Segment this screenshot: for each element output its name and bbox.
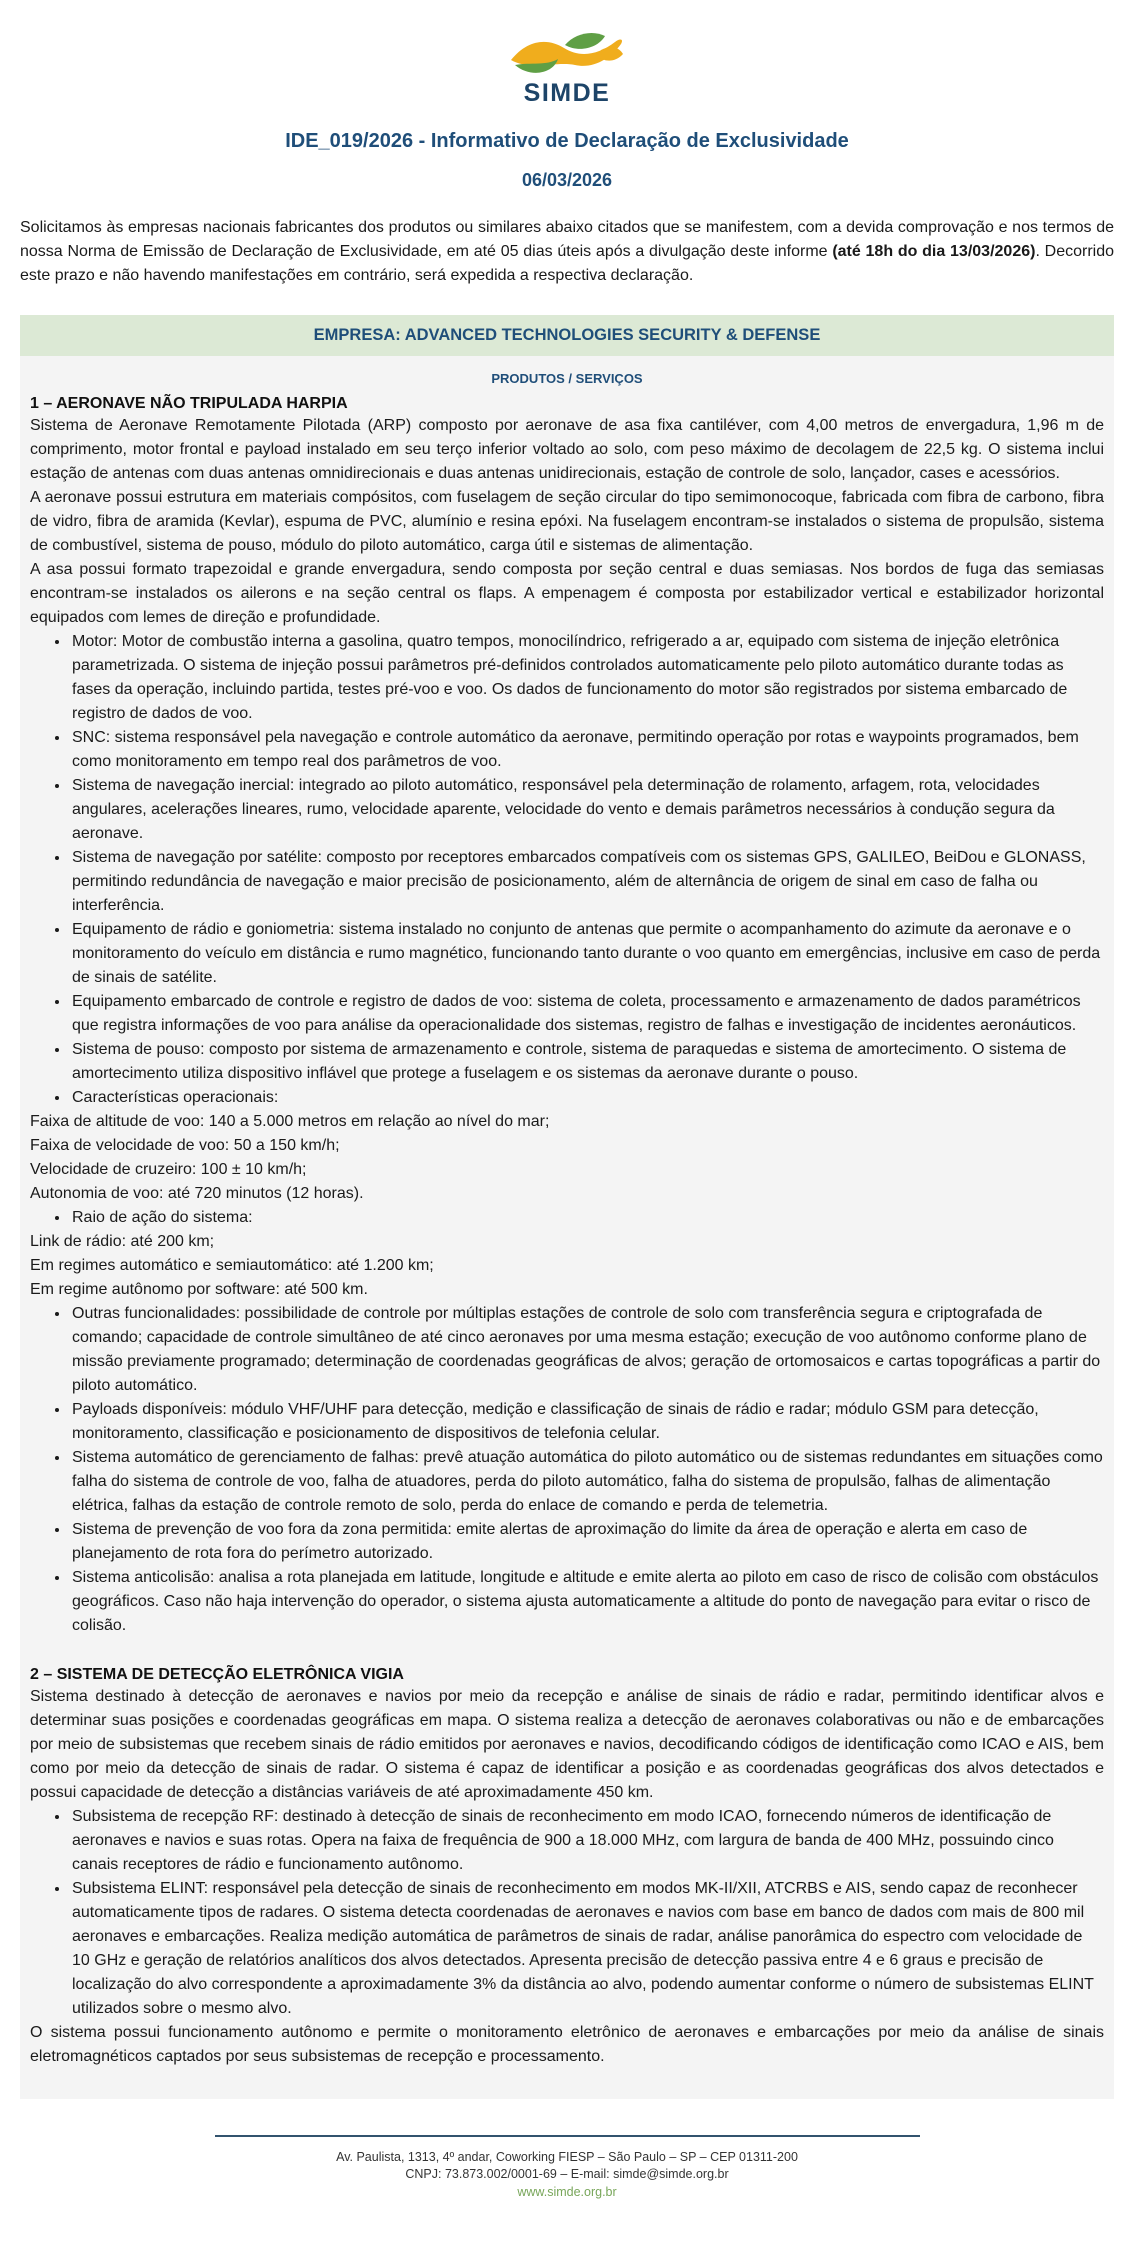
bullet-item: • Payloads disponíveis: módulo VHF/UHF para detecção, medição e classificação de sinais de rádio e radar; módulo GSM para detecção, monitoramento, classificação e posicionamento de dispositivos de telefonia celular. xyxy=(70,1398,1104,1446)
bullet-item: • Sistema de pouso: composto por sistema de armazenamento e controle, sistema de paraquedas e sistema de amortecimento. O sistema de amortecimento utiliza dispositivo inflável que protege a fuselagem e os sistemas da aeronave durante o pouso. xyxy=(70,1038,1104,1086)
bullet-list xyxy=(30,630,1104,1110)
spec-line: Em regimes automático e semiautomático: até 1.200 km; xyxy=(30,1257,434,1274)
company-banner: EMPRESA: ADVANCED TECHNOLOGIES SECURITY & DEFENSE xyxy=(20,315,1114,356)
spec-line: Faixa de altitude de voo: 140 a 5.000 metros em relação ao nível do mar; xyxy=(30,1113,550,1130)
bullet-item: • Equipamento embarcado de controle e registro de dados de voo: sistema de coleta, processamento e armazenamento de dados paramétricos que registra informações de voo para análise da operacionalidade dos sistemas, registro de falhas e investigação de incidentes aeronáuticos. xyxy=(70,990,1104,1038)
bullet-item: • Outras funcionalidades: possibilidade de controle por múltiplas estações de controle de solo com transferência segura e criptografada de comando; capacidade de controle simultâneo de até cinco aeronaves por uma mesma estação; execução de voo autônomo conforme plano de missão previamente programado; determinação de coordenadas geográficas de alvos; geração de ortomosaicos e cartas topográficas a partir do piloto automático. xyxy=(70,1302,1104,1398)
intro-deadline-bold: (até 18h do dia 13/03/2026) xyxy=(832,243,1036,260)
intro-text-pre: Solicitamos às empresas nacionais fabricantes dos produtos ou similares abaixo citados que se manifestem, com a devida comprovação e nos termos de nossa Norma de Emissão de Declaração de Exclusividade, em até 05 dias úteis após a divulgação deste informe xyxy=(20,219,1114,260)
bullet-list xyxy=(30,1805,1104,2021)
simde-swoosh-icon xyxy=(506,26,628,78)
spec-line: Em regime autônomo por software: até 500 km. xyxy=(30,1281,368,1298)
section-paragraph: A aeronave possui estrutura em materiais compósitos, com fuselagem de seção circular do tipo semimonocoque, fabricada com fibra de carbono, fibra de vidro, fibra de aramida (Kevlar), espuma de PVC, alumínio e resina epóxi. Na fuselagem encontram-se instalados o sistema de propulsão, sistema de combustível, sistema de pouso, módulo do piloto automático, carga útil e sistemas de alimentação. xyxy=(30,489,1104,554)
content-box xyxy=(20,315,1114,2099)
intro-paragraph xyxy=(20,216,1114,288)
section-heading: 2 – SISTEMA DE DETECÇÃO ELETRÔNICA VIGIA xyxy=(30,1666,404,1683)
bullet-list xyxy=(30,1302,1104,1638)
simde-logo xyxy=(506,26,628,108)
spec-line: Velocidade de cruzeiro: 100 ± 10 km/h; xyxy=(30,1161,307,1178)
bullet-item: • Sistema de navegação inercial: integrado ao piloto automático, responsável pela determinação de rolamento, arfagem, rota, velocidades angulares, acelerações lineares, rumo, velocidade aparente, velocidade do vento e demais parâmetros necessários à condução segura da aeronave. xyxy=(70,774,1104,846)
section-paragraph: Sistema de Aeronave Remotamente Pilotada (ARP) composto por aeronave de asa fixa cantiléver, com 4,00 metros de envergadura, 1,96 m de comprimento, motor frontal e payload instalado em seu terço inferior voltado ao solo, com peso máximo de decolagem de 22,5 kg. O sistema inclui estação de antenas com duas antenas omnidirecionais e duas antenas unidirecionais, estação de controle de solo, lançador, cases e acessórios. xyxy=(30,417,1104,482)
section-heading: 1 – AERONAVE NÃO TRIPULADA HARPIA xyxy=(30,395,348,412)
product-section xyxy=(30,1666,1104,2069)
products-services-label: PRODUTOS / SERVIÇOS xyxy=(491,371,643,386)
bullet-item: • SNC: sistema responsável pela navegação e controle automático da aeronave, permitindo operação por rotas e waypoints programados, bem como monitoramento em tempo real dos parâmetros de voo. xyxy=(70,726,1104,774)
footer-cnpj-email: CNPJ: 73.873.002/0001-69 – E-mail: simde@simde.org.br xyxy=(405,2166,729,2181)
bullet-list xyxy=(30,1206,1104,1230)
bullet-item: • Sistema de navegação por satélite: composto por receptores embarcados compatíveis com os sistemas GPS, GALILEO, BeiDou e GLONASS, permitindo redundância de navegação e maior precisão de posicionamento, além de alternância de origem de sinal em caso de falha ou interferência. xyxy=(70,846,1104,918)
bullet-item: • Características operacionais: xyxy=(70,1086,1104,1110)
footer-divider xyxy=(215,2135,920,2137)
document-header xyxy=(20,0,1114,191)
simde-logo-text: SIMDE xyxy=(523,79,611,107)
section-paragraph: A asa possui formato trapezoidal e grande envergadura, sendo composta por seção central e duas semiasas. Nos bordos de fuga das semiasas encontram-se instalados os ailerons e na seção central os flaps. A empenagem é composta por estabilizador vertical e estabilizador horizontal equipados com lemes de direção e profundidade. xyxy=(30,561,1104,626)
page-title: IDE_019/2026 - Informativo de Declaração de Exclusividade xyxy=(285,130,849,152)
bullet-item: • Raio de ação do sistema: xyxy=(70,1206,1104,1230)
bullet-item: • Equipamento de rádio e goniometria: sistema instalado no conjunto de antenas que permite o acompanhamento do azimute da aeronave e o monitoramento do veículo em distância e rumo magnético, funcionando tanto durante o voo quanto em emergências, inclusive em caso de perda de sinais de satélite. xyxy=(70,918,1104,990)
bullet-item: • Motor: Motor de combustão interna a gasolina, quatro tempos, monocilíndrico, refrigerado a ar, equipado com sistema de injeção eletrônica parametrizada. O sistema de injeção possui parâmetros pré-definidos controlados automaticamente pelo piloto automático durante todas as fases da operação, incluindo partida, testes pré-voo e voo. Os dados de funcionamento do motor são registrados por sistema embarcado de registro de dados de voo. xyxy=(70,630,1104,726)
product-section xyxy=(30,395,1104,1638)
spec-line: Autonomia de voo: até 720 minutos (12 horas). xyxy=(30,1185,364,1202)
bullet-item: • Subsistema de recepção RF: destinado à detecção de sinais de reconhecimento em modo ICAO, fornecendo números de identificação de aeronaves e navios e suas rotas. Opera na faixa de frequência de 900 a 18.000 MHz, com largura de banda de 400 MHz, possuindo cinco canais receptores de rádio e funcionamento autônomo. xyxy=(70,1805,1104,1877)
section-paragraph: O sistema possui funcionamento autônomo e permite o monitoramento eletrônico de aeronaves e embarcações por meio da análise de sinais eletromagnéticos captados por seus subsistemas de recepção e processamento. xyxy=(30,2024,1104,2065)
section-paragraph: Sistema destinado à detecção de aeronaves e navios por meio da recepção e análise de sinais de rádio e radar, permitindo identificar alvos e determinar suas posições e coordenadas geográficas em mapa. O sistema realiza a detecção de aeronaves colaborativas ou não e de embarcações por meio de subsistemas que recebem sinais de rádio emitidos por aeronaves e navios, decodificando códigos de identificação como ICAO e AIS, bem como por meio da detecção de sinais de radar. O sistema é capaz de identificar a posição e as coordenadas geográficas dos alvos detectados e possui capacidade de detecção a distâncias variáveis de até aproximadamente 450 km. xyxy=(30,1688,1104,1801)
document-footer xyxy=(20,2135,1114,2223)
spec-line: Link de rádio: até 200 km; xyxy=(30,1233,215,1250)
footer-website-link[interactable]: www.simde.org.br xyxy=(517,2184,617,2199)
intro-text-post: . Decorrido este prazo e não havendo manifestações em contrário, será expedida a respectiva declaração. xyxy=(20,243,1115,284)
sections-container xyxy=(20,395,1114,2069)
bullet-item: • Subsistema ELINT: responsável pela detecção de sinais de reconhecimento em modos MK-II/XII, ATCRBS e AIS, sendo capaz de reconhecer automaticamente tipos de radares. O sistema detecta coordenadas de aeronaves e navios com base em banco de dados com mais de 800 mil aeronaves e embarcações. Realiza medição automática de parâmetros de sinais de radar, análise panorâmica do espectro com velocidade de 10 GHz e geração de relatórios analíticos dos alvos detectados. Apresenta precisão de detecção passiva entre 4 e 6 graus e precisão de localização do alvo correspondente a aproximadamente 3% da distância ao alvo, podendo aumentar conforme o número de subsistemas ELINT utilizados sobre o mesmo alvo. xyxy=(70,1877,1104,2021)
document-date: 06/03/2026 xyxy=(521,170,613,190)
spec-line: Faixa de velocidade de voo: 50 a 150 km/h; xyxy=(30,1137,340,1154)
bullet-item: • Sistema anticolisão: analisa a rota planejada em latitude, longitude e altitude e emite alerta ao piloto em caso de risco de colisão com obstáculos geográficos. Caso não haja intervenção do operador, o sistema ajusta automaticamente a altitude do ponto de navegação para evitar o risco de colisão. xyxy=(70,1566,1104,1638)
bullet-item: • Sistema de prevenção de voo fora da zona permitida: emite alertas de aproximação do limite da área de operação e alerta em caso de planejamento de rota fora do perímetro autorizado. xyxy=(70,1518,1104,1566)
bullet-item: • Sistema automático de gerenciamento de falhas: prevê atuação automática do piloto automático ou de sistemas redundantes em situações como falha do sistema de controle de voo, falha de atuadores, perda do piloto automático, falha do sistema de propulsão, falhas de alimentação elétrica, falhas da estação de controle remoto de solo, perda do enlace de comando e perda de telemetria. xyxy=(70,1446,1104,1518)
footer-address: Av. Paulista, 1313, 4º andar, Coworking FIESP – São Paulo – SP – CEP 01311-200 xyxy=(336,2150,798,2164)
